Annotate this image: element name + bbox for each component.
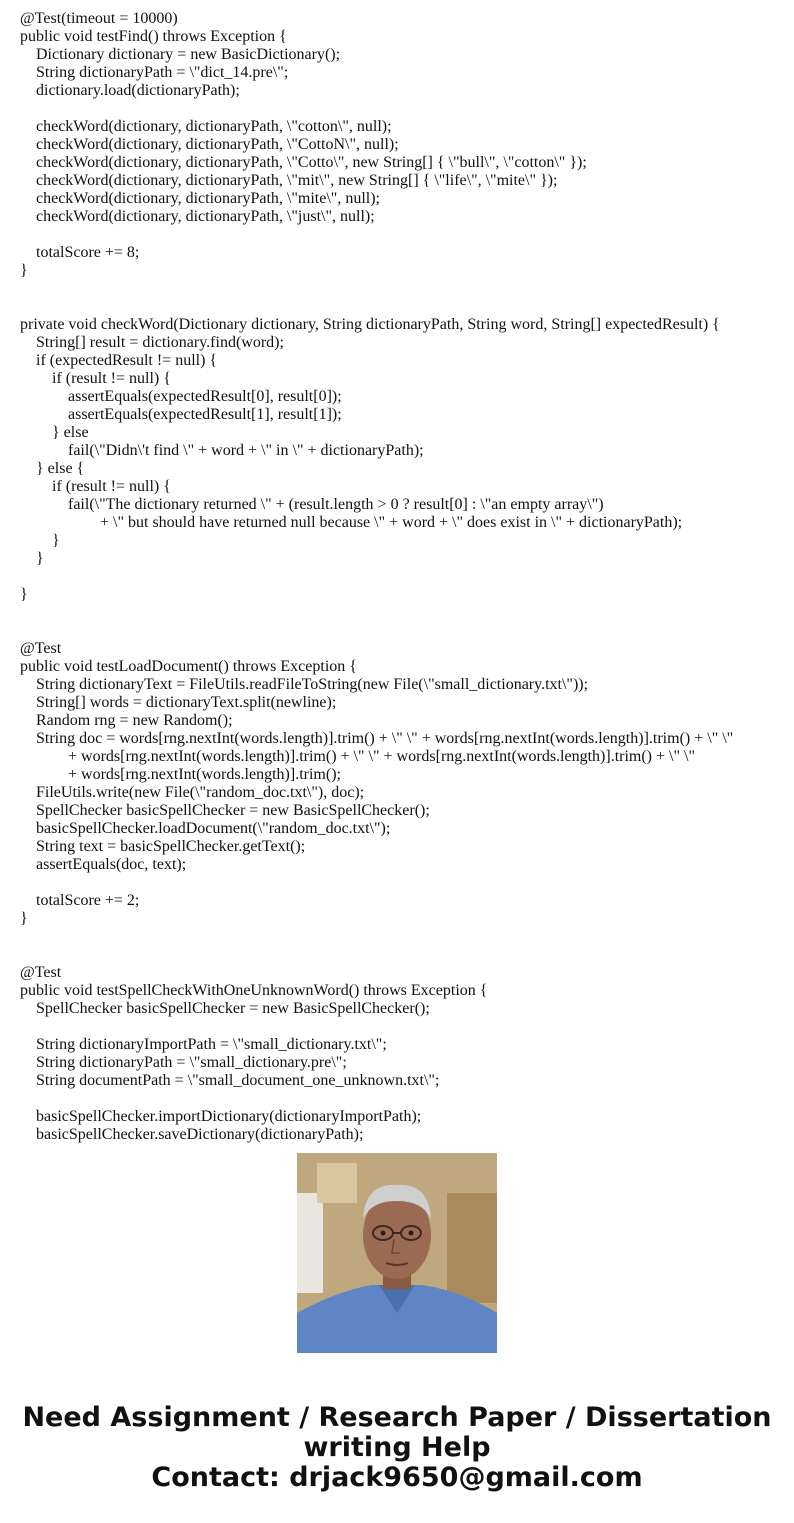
code-line (20, 622, 780, 640)
code-line: public void testFind() throws Exception { (20, 28, 287, 45)
code-line: } else (20, 424, 89, 441)
code-line: dictionary.load(dictionaryPath); (20, 82, 240, 99)
code-line: String dictionaryImportPath = \"small_dictionary.txt\"; (20, 1036, 387, 1053)
code-line: String dictionaryPath = \"small_dictionary.pre\"; (20, 1054, 347, 1071)
code-line: String dictionaryPath = \"dict_14.pre\"; (20, 64, 289, 81)
avatar (297, 1153, 497, 1353)
code-line: basicSpellChecker.loadDocument(\"random_doc.txt\"); (20, 820, 391, 837)
code-line: basicSpellChecker.importDictionary(dictionaryImportPath); (20, 1108, 422, 1125)
banner-line-1: Need Assignment / Research Paper / Dissertation (22, 1402, 772, 1433)
code-line: FileUtils.write(new File(\"random_doc.txt\"), doc); (20, 784, 365, 801)
code-line: SpellChecker basicSpellChecker = new BasicSpellChecker(); (20, 802, 430, 819)
code-line (20, 298, 780, 316)
code-line: totalScore += 8; (20, 244, 140, 261)
code-line: String doc = words[rng.nextInt(words.length)].trim() + \" \" + words[rng.nextInt(words.length)].trim() + \" \" (20, 730, 734, 747)
code-line: + words[rng.nextInt(words.length)].trim() + \" \" + words[rng.nextInt(words.length)].trim() + \" \" (20, 748, 695, 765)
code-line (20, 604, 780, 622)
code-line: basicSpellChecker.saveDictionary(dictionaryPath); (20, 1126, 364, 1143)
code-line (20, 280, 780, 298)
code-line (20, 100, 780, 118)
code-line: SpellChecker basicSpellChecker = new BasicSpellChecker(); (20, 1000, 430, 1017)
banner-contact-line: Contact: drjack9650@gmail.com (151, 1462, 643, 1493)
code-line: } (20, 550, 44, 567)
code-line: if (expectedResult != null) { (20, 352, 218, 369)
banner-line-2: writing Help (303, 1432, 491, 1463)
code-line (20, 946, 780, 964)
code-line: } else { (20, 460, 85, 477)
code-line: } (20, 262, 28, 279)
contact-banner (0, 1403, 794, 1493)
code-line: + \" but should have returned null because \" + word + \" does exist in \" + dictionaryPath); (20, 514, 683, 531)
code-line (20, 226, 780, 244)
code-line: checkWord(dictionary, dictionaryPath, \"CottoN\", null); (20, 136, 399, 153)
code-line: fail(\"The dictionary returned \" + (result.length > 0 ? result[0] : \"an empty array\") (20, 496, 604, 513)
code-line: assertEquals(doc, text); (20, 856, 187, 873)
code-line: checkWord(dictionary, dictionaryPath, \"just\", null); (20, 208, 375, 225)
code-line: assertEquals(expectedResult[1], result[1]); (20, 406, 342, 423)
code-line: } (20, 910, 28, 927)
code-line: public void testSpellCheckWithOneUnknownWord() throws Exception { (20, 982, 488, 999)
code-line (20, 1018, 780, 1036)
code-line: private void checkWord(Dictionary dictionary, String dictionaryPath, String word, String[] expectedResult) { (20, 316, 720, 333)
code-line: if (result != null) { (20, 478, 171, 495)
code-line: String[] words = dictionaryText.split(newline); (20, 694, 337, 711)
code-line (20, 1090, 780, 1108)
code-line: } (20, 532, 60, 549)
code-line: checkWord(dictionary, dictionaryPath, \"cotton\", null); (20, 118, 392, 135)
code-line: if (result != null) { (20, 370, 171, 387)
code-line: } (20, 586, 28, 603)
code-line: assertEquals(expectedResult[0], result[0]); (20, 388, 342, 405)
code-listing (20, 10, 780, 1143)
code-line: @Test (20, 640, 62, 657)
code-line: @Test (20, 964, 62, 981)
code-line (20, 874, 780, 892)
code-line: checkWord(dictionary, dictionaryPath, \"Cotto\", new String[] { \"bull\", \"cotton\" }); (20, 154, 587, 171)
code-line: checkWord(dictionary, dictionaryPath, \"mite\", null); (20, 190, 380, 207)
code-line: String text = basicSpellChecker.getText(); (20, 838, 306, 855)
code-line: public void testLoadDocument() throws Exception { (20, 658, 357, 675)
portrait-image (297, 1153, 497, 1353)
code-line: String[] result = dictionary.find(word); (20, 334, 284, 351)
code-line: String documentPath = \"small_document_one_unknown.txt\"; (20, 1072, 440, 1089)
code-line (20, 928, 780, 946)
code-line: @Test(timeout = 10000) (20, 10, 178, 27)
code-line: + words[rng.nextInt(words.length)].trim(); (20, 766, 341, 783)
code-line: checkWord(dictionary, dictionaryPath, \"mit\", new String[] { \"life\", \"mite\" }); (20, 172, 558, 189)
code-line (20, 568, 780, 586)
code-line: Dictionary dictionary = new BasicDictionary(); (20, 46, 341, 63)
code-line: Random rng = new Random(); (20, 712, 233, 729)
code-line: fail(\"Didn\'t find \" + word + \" in \" + dictionaryPath); (20, 442, 424, 459)
code-line: totalScore += 2; (20, 892, 140, 909)
code-line: String dictionaryText = FileUtils.readFileToString(new File(\"small_dictionary.txt\")); (20, 676, 589, 693)
